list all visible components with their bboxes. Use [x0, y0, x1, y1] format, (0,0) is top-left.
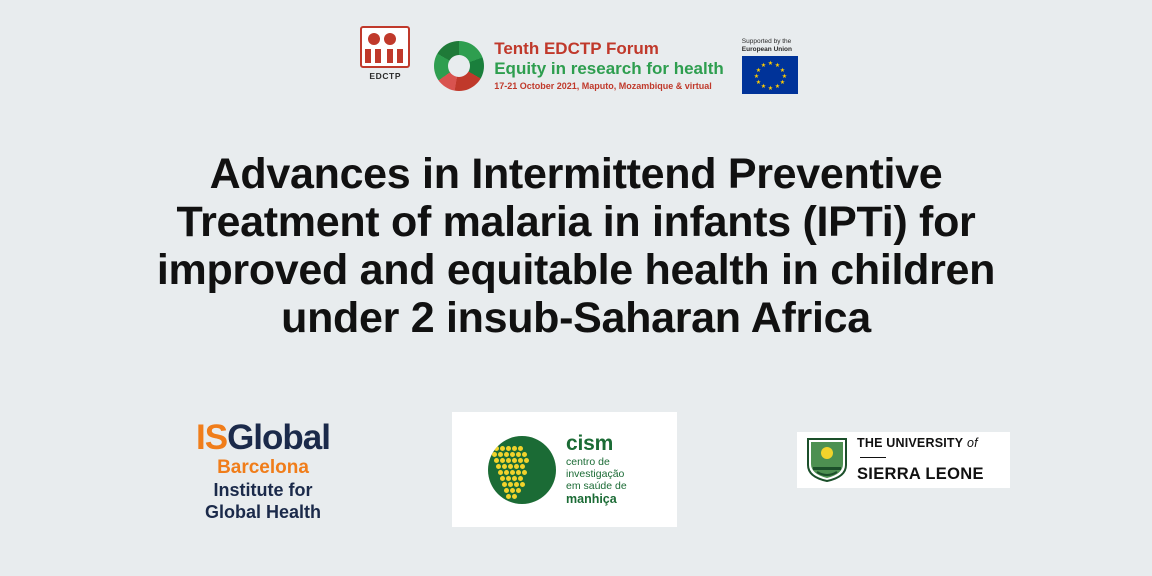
isglobal-institute-line: Institute for	[213, 479, 313, 500]
cism-line3: em saúde de	[566, 480, 627, 493]
header-logo-strip	[0, 18, 1152, 108]
edctp-forum-text	[494, 40, 724, 91]
isglobal-city: Barcelona	[217, 457, 309, 478]
isglobal-health-line: Global Health	[204, 502, 321, 523]
european-union-flag-icon: ★ ★ ★ ★ ★ ★ ★ ★ ★ ★ ★ ★	[742, 56, 798, 94]
footer-logo-strip	[0, 412, 1152, 552]
university-of-text: of	[966, 436, 978, 451]
university-text-block	[857, 437, 1002, 483]
cism-line2: investigação	[566, 468, 625, 481]
cism-line4: manhiça	[566, 492, 617, 507]
university-sierra-leone-logo	[797, 432, 1010, 488]
eu-union-line: European Union	[741, 46, 792, 54]
university-the-text: THE UNIVERSITY	[857, 436, 964, 451]
forum-tagline: Equity in research for health	[494, 58, 724, 78]
edctp-forum-logo	[434, 40, 724, 91]
edctp-emblem	[354, 26, 416, 81]
slide-title: Advances in Intermittend Preventive Treatment of malaria in infants (IPTi) for improved and equitable health in children under 2 insub-Saharan Africa	[156, 150, 996, 343]
cism-text-block	[566, 432, 627, 507]
european-union-support-block	[742, 38, 798, 94]
isglobal-is-text: IS	[196, 418, 228, 457]
edctp-emblem-icon	[360, 26, 410, 68]
eu-support-text	[742, 38, 798, 54]
edctp-emblem-label: EDCTP	[369, 71, 402, 81]
isglobal-global-text: Global	[227, 418, 330, 457]
cism-line1: centro de	[566, 456, 610, 469]
cism-name: cism	[566, 432, 614, 456]
university-crest-icon	[805, 437, 849, 483]
forum-dates: 17-21 October 2021, Maputo, Mozambique & virtual	[494, 81, 712, 92]
cism-africa-dots-icon	[488, 436, 556, 504]
cism-logo	[452, 412, 677, 527]
isglobal-wordmark	[163, 420, 363, 455]
university-line-1	[857, 437, 1002, 465]
forum-title: Tenth EDCTP Forum	[494, 39, 659, 58]
isglobal-logo	[163, 420, 363, 524]
eu-supported-by-line: Supported by the	[741, 38, 792, 45]
university-rule	[860, 457, 886, 458]
edctp-forum-ring-icon	[434, 41, 484, 91]
university-line-2: SIERRA LEONE	[857, 464, 984, 483]
